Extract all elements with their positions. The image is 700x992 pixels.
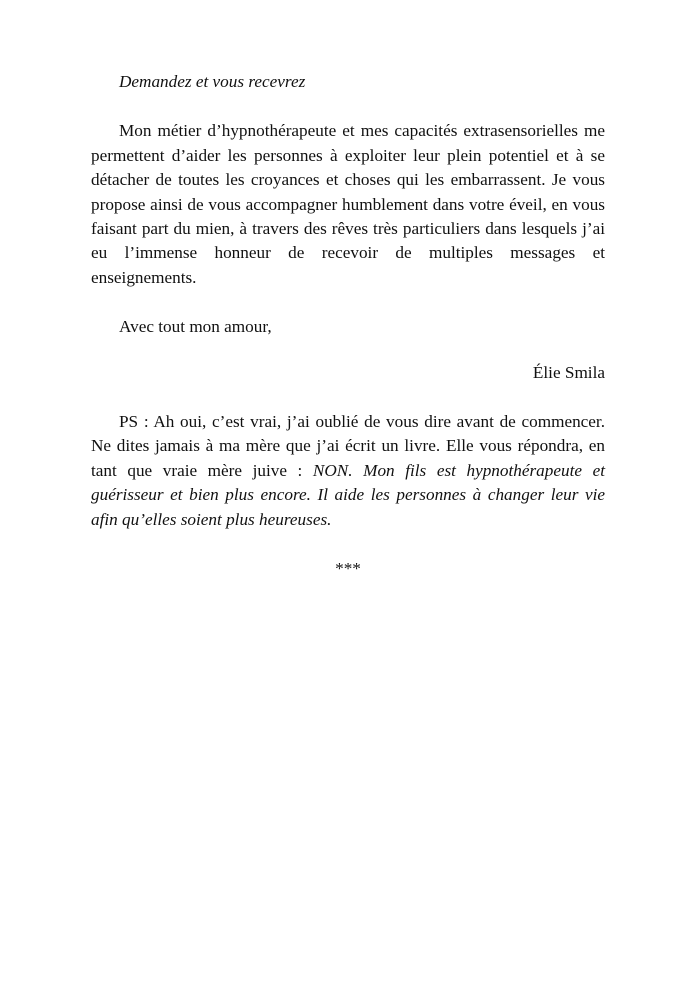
postscript-text: PS : Ah oui, c’est vrai, j’ai oublié de vous dire avant de commencer. Ne dites jamais à ma mère que j’ai écrit un livre. Elle vous répondra, en tant que vraie mère juive : bbox=[91, 412, 605, 480]
spacer bbox=[91, 94, 605, 119]
document-page bbox=[91, 70, 605, 582]
postscript bbox=[91, 410, 605, 532]
letter-body: Mon métier d’hypnothérapeute et mes capacités extrasensorielles me permettent d’aider les personnes à exploiter leur plein potentiel et à se détacher de toutes les croyances et choses qui les embarrassent. Je vous propose ainsi de vous accompagner humblement dans votre éveil, en vous faisant part du mien, à travers des rêves très particuliers dans lesquels j’ai eu l’immense honneur de recevoir de multiples messages et enseignements. bbox=[91, 121, 605, 287]
letter-closing: Avec tout mon amour, bbox=[119, 317, 272, 337]
signature: Élie Smila bbox=[532, 362, 605, 382]
spacer bbox=[91, 385, 605, 410]
spacer bbox=[91, 532, 605, 557]
postscript-quote: NON. Mon fils est hypnothérapeute et guérisseur et bien plus encore. Il aide les personnes à changer leur vie afin qu’elles soient plus heureuses. bbox=[91, 460, 605, 529]
section-separator: *** bbox=[335, 559, 361, 579]
spacer bbox=[91, 340, 605, 361]
spacer bbox=[91, 290, 605, 315]
letter-heading: Demandez et vous recevrez bbox=[119, 72, 306, 91]
